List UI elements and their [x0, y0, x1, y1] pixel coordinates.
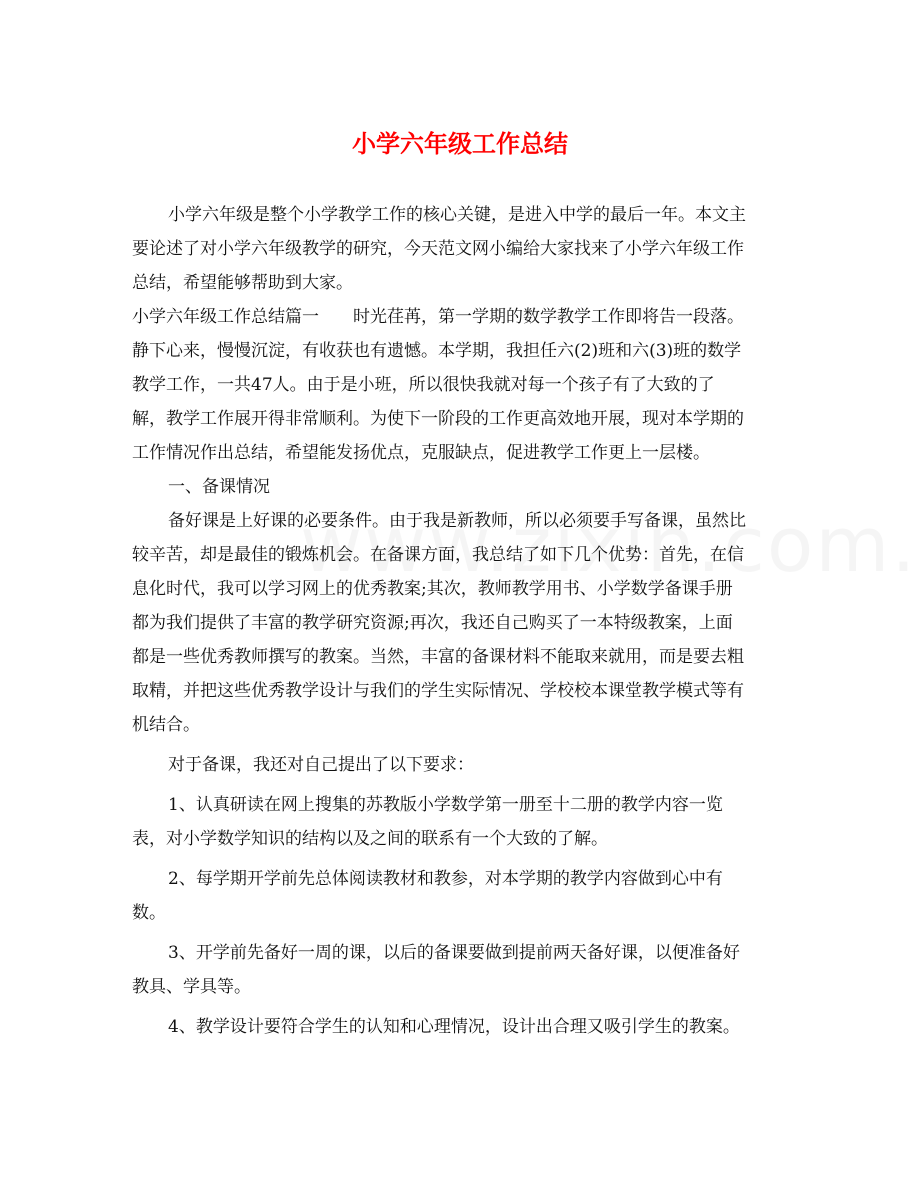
body-line: 要论述了对小学六年级教学的研究，今天范文网小编给大家找来了小学六年级工作	[132, 239, 744, 259]
list-item-line: 3、开学前先备好一周的课，以后的备课要做到提前两天备好课，以便准备好	[168, 943, 740, 963]
body-line: 较辛苦，却是最佳的锻炼机会。在备课方面，我总结了如下几个优势：首先，在信	[132, 545, 744, 565]
body-line: 静下心来，慢慢沉淀，有收获也有遗憾。本学期，我担任六(2)班和六(3)班的数学	[132, 341, 742, 361]
body-line: 都是一些优秀教师撰写的教案。当然，丰富的备课材料不能取来就用，而是要去粗	[132, 647, 744, 667]
body-line: 小学六年级是整个小学教学工作的核心关键，是进入中学的最后一年。本文主	[168, 205, 746, 225]
section-heading: 一、备课情况	[168, 477, 270, 497]
body-line: 对于备课，我还对自己提出了以下要求：	[168, 755, 474, 775]
body-line: 备好课是上好课的必要条件。由于我是新教师，所以必须要手写备课，虽然比	[168, 511, 746, 531]
body-line: 总结，希望能够帮助到大家。	[132, 273, 353, 293]
body-line: 取精，并把这些优秀教学设计与我们的学生实际情况、学校校本课堂教学模式等有	[132, 681, 744, 701]
list-item-line: 数。	[132, 903, 166, 923]
body-line: 教学工作，一共47人。由于是小班，所以很快我就对每一个孩子有了大致的了	[132, 375, 715, 395]
list-item-line: 表，对小学数学知识的结构以及之间的联系有一个大致的了解。	[132, 829, 608, 849]
body-line: 机结合。	[132, 715, 200, 735]
list-item-line: 1、认真研读在网上搜集的苏教版小学数学第一册至十二册的教学内容一览	[168, 795, 723, 815]
document-title: 小学六年级工作总结	[352, 130, 568, 158]
list-item-line: 4、教学设计要符合学生的认知和心理情况，设计出合理又吸引学生的教案。	[168, 1017, 740, 1037]
section-intro-line: 小学六年级工作总结篇一 时光荏苒，第一学期的数学教学工作即将告一段落。	[132, 307, 744, 327]
document-body	[132, 198, 792, 1044]
body-line: 解，教学工作展开得非常顺利。为使下一阶段的工作更高效地开展，现对本学期的	[132, 409, 744, 429]
list-item-line: 2、每学期开学前先总体阅读教材和教参，对本学期的教学内容做到心中有	[168, 869, 723, 889]
body-line: 工作情况作出总结，希望能发扬优点，克服缺点，促进教学工作更上一层楼。	[132, 443, 710, 463]
list-item-line: 教具、学具等。	[132, 977, 251, 997]
body-line: 息化时代，我可以学习网上的优秀教案;其次，教师教学用书、小学数学备课手册	[132, 579, 733, 599]
body-line: 都为我们提供了丰富的教学研究资源;再次，我还自己购买了一本特级教案，上面	[132, 613, 733, 633]
